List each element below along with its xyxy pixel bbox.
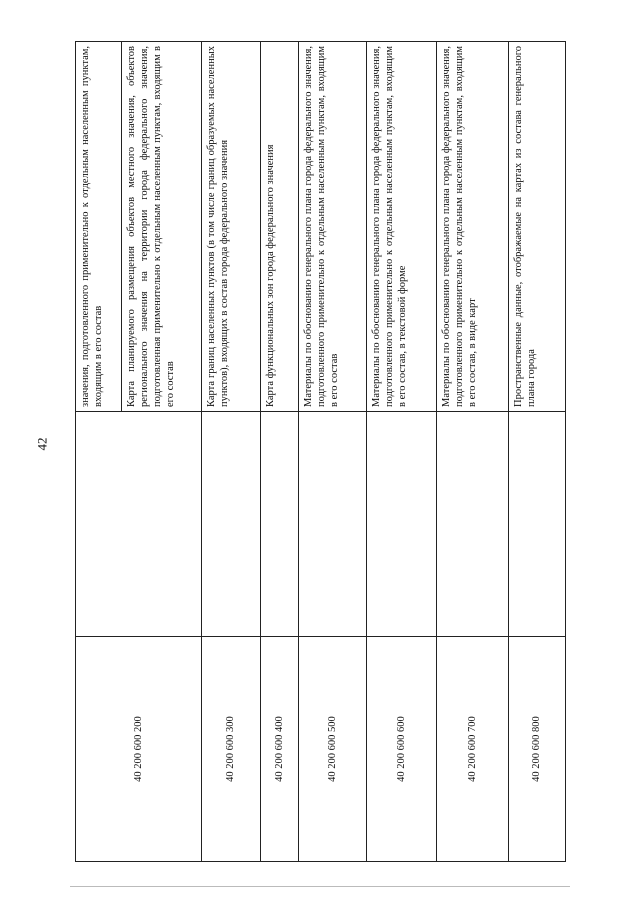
page-number: 42 (34, 437, 50, 451)
empty-cell (261, 412, 299, 637)
table-row (76, 42, 122, 862)
empty-cell (299, 412, 367, 637)
empty-cell (437, 412, 509, 637)
rotated-page-content (75, 42, 565, 862)
row-code: 40 200 600 500 (299, 637, 367, 862)
row-description: Материалы по обоснованию генерального плана города федерального значения, подготовленного применительно к отдельным населенным пунктам, входящим в его состав, в текстовой форме (367, 42, 437, 412)
classifier-table (75, 41, 566, 862)
table-row (299, 42, 367, 862)
table-row (367, 42, 437, 862)
empty-cell (509, 412, 566, 637)
row-code: 40 200 600 700 (437, 637, 509, 862)
row-code: 40 200 600 200 (76, 637, 202, 862)
row-description: Карта планируемого размещения объектов местного значения, объектов регионального значения на территории города федерального значения, подготовленная применительно к отдельным населенным пунктам, входящим в его состав (122, 42, 202, 412)
row-description: Материалы по обоснованию генерального плана города федерального значения, подготовленного применительно к отдельным населенным пунктам, входящим в его состав (299, 42, 367, 412)
row-description: значения, подготовленного применительно к отдельным населенным пунктам, входящим в его состав (76, 42, 122, 412)
row-code: 40 200 600 800 (509, 637, 566, 862)
bottom-rule (70, 886, 570, 887)
table-row (202, 42, 261, 862)
row-code: 40 200 600 600 (367, 637, 437, 862)
empty-cell (76, 412, 202, 637)
row-description: Карта границ населенных пунктов (в том числе границ образуемых населенных пунктов), входящих в состав города федерального значения (202, 42, 261, 412)
row-description: Пространственные данные, отображаемые на картах из состава генерального плана города (509, 42, 566, 412)
table-row (437, 42, 509, 862)
empty-cell (367, 412, 437, 637)
table-row (509, 42, 566, 862)
row-description: Материалы по обоснованию генерального плана города федерального значения, подготовленного применительно к отдельным населенным пунктам, входящим в его состав, в виде карт (437, 42, 509, 412)
row-code: 40 200 600 300 (202, 637, 261, 862)
row-description: Карта функциональных зон города федерального значения (261, 42, 299, 412)
row-code: 40 200 600 400 (261, 637, 299, 862)
empty-cell (202, 412, 261, 637)
table-row (261, 42, 299, 862)
